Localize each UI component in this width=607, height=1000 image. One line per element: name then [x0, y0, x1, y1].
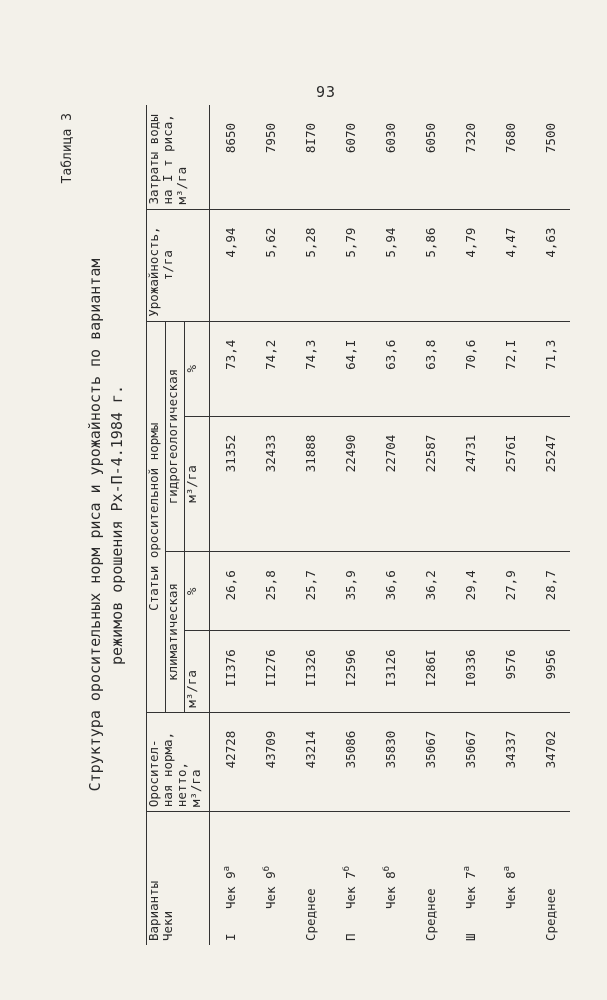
- cell-yield: 5,28: [290, 209, 330, 321]
- cell-climatic-pct: 36,6: [370, 552, 410, 631]
- cell-hydro-m3: 31352: [210, 416, 251, 552]
- cell-norm: 35086: [330, 712, 370, 811]
- cell-yield: 5,62: [250, 209, 290, 321]
- cell-water-cost: 7950: [262, 123, 278, 154]
- cell-norm: 34337: [490, 712, 530, 811]
- cell-climatic-m3: II376: [210, 631, 251, 712]
- cell-hydro-m3: 31888: [290, 416, 330, 552]
- check-superscript: б: [382, 865, 393, 872]
- table-row: [290, 105, 330, 945]
- cell-climatic-m3: 9956: [530, 631, 570, 712]
- check-superscript: а: [462, 865, 473, 872]
- variant-group: Ш: [462, 933, 478, 941]
- table-row: [530, 105, 570, 945]
- cell-water-cost: 6070: [342, 123, 358, 154]
- header-hydro-pct: %: [185, 321, 210, 416]
- cell-yield: 5,79: [330, 209, 370, 321]
- check-name: Чек 7: [462, 871, 478, 909]
- table-title: Структура оросительных норм риса и урожайность по вариантам: [86, 258, 104, 792]
- cell-variant: [250, 812, 290, 945]
- cell-climatic-pct: 35,9: [330, 552, 370, 631]
- cell-water-cost: 7320: [462, 123, 478, 154]
- cell-hydro-m3: 25247: [530, 416, 570, 552]
- table-row: [210, 105, 251, 945]
- cell-hydro-pct: 63,8: [410, 321, 450, 416]
- cell-yield: 4,79: [450, 209, 490, 321]
- cell-yield: 5,86: [410, 209, 450, 321]
- table-row: [410, 105, 450, 945]
- cell-yield: 4,63: [530, 209, 570, 321]
- header-yield: Урожайность, т/га: [147, 209, 210, 321]
- cell-yield: 5,94: [370, 209, 410, 321]
- table-row: [490, 105, 530, 945]
- cell-norm: 34702: [530, 712, 570, 811]
- header-climatic: климатическая: [166, 552, 185, 712]
- cell-hydro-m3: 22587: [410, 416, 450, 552]
- cell-hydro-m3: 22704: [370, 416, 410, 552]
- cell-water-cost: 7500: [542, 123, 558, 154]
- check-name: Чек 8: [502, 871, 518, 909]
- cell-climatic-pct: 25,8: [250, 552, 290, 631]
- cell-norm: 42728: [210, 712, 251, 811]
- cell-variant: [210, 812, 251, 945]
- header-hydrogeological: гидрогеологическая: [166, 321, 185, 552]
- cell-norm: 35067: [410, 712, 450, 811]
- cell-hydro-m3: 22490: [330, 416, 370, 552]
- cell-norm: 35830: [370, 712, 410, 811]
- cell-climatic-pct: 25,7: [290, 552, 330, 631]
- table-row: [370, 105, 410, 945]
- header-climatic-m3: м³/га: [185, 631, 210, 712]
- cell-variant: [290, 812, 330, 945]
- cell-variant: [490, 812, 530, 945]
- table-subtitle: режимов орошения Рх-П-4.1984 г.: [108, 385, 126, 665]
- cell-hydro-m3: 2576I: [490, 416, 530, 552]
- data-table: [146, 105, 570, 945]
- header-water-cost: Затраты воды на I т риса, м³/га: [147, 105, 210, 209]
- page-number: 93: [316, 83, 337, 101]
- cell-water-cost: 6050: [422, 123, 438, 154]
- table-header: [147, 105, 210, 945]
- cell-hydro-pct: 70,6: [450, 321, 490, 416]
- cell-norm: 43214: [290, 712, 330, 811]
- cell-variant: [530, 812, 570, 945]
- cell-hydro-pct: 72,I: [490, 321, 530, 416]
- cell-climatic-m3: 9576: [490, 631, 530, 712]
- cell-hydro-m3: 32433: [250, 416, 290, 552]
- table-label: Таблица 3: [60, 113, 75, 184]
- cell-climatic-pct: 36,2: [410, 552, 450, 631]
- cell-climatic-m3: I286I: [410, 631, 450, 712]
- check-name: Чек 8: [382, 871, 398, 909]
- cell-hydro-pct: 74,2: [250, 321, 290, 416]
- cell-climatic-m3: I3126: [370, 631, 410, 712]
- table-row: [330, 105, 370, 945]
- cell-hydro-pct: 73,4: [210, 321, 251, 416]
- check-name: Чек 7: [342, 871, 358, 909]
- cell-variant: [330, 812, 370, 945]
- check-name: Чек 9: [222, 871, 238, 909]
- check-superscript: б: [342, 865, 353, 872]
- cell-norm: 43709: [250, 712, 290, 811]
- cell-water-cost: 8650: [222, 123, 238, 154]
- cell-variant: [450, 812, 490, 945]
- cell-yield: 4,94: [210, 209, 251, 321]
- check-name: Среднее: [542, 888, 558, 941]
- variant-group: I: [222, 933, 238, 941]
- cell-water-cost: 6030: [382, 123, 398, 154]
- header-climatic-pct: %: [185, 552, 210, 631]
- cell-water-cost: 8I70: [302, 123, 318, 154]
- rotated-table-block: [48, 85, 558, 965]
- check-superscript: а: [222, 865, 233, 872]
- check-name: Чек 9: [262, 871, 278, 909]
- table-row: [250, 105, 290, 945]
- cell-hydro-pct: 71,3: [530, 321, 570, 416]
- header-norm: Оросител- ная норма, нетто, м³/га: [147, 712, 210, 811]
- cell-climatic-pct: 27,9: [490, 552, 530, 631]
- check-superscript: б: [262, 865, 273, 872]
- table-body: [210, 105, 571, 945]
- cell-hydro-pct: 63,6: [370, 321, 410, 416]
- cell-norm: 35067: [450, 712, 490, 811]
- cell-variant: [370, 812, 410, 945]
- cell-climatic-pct: 28,7: [530, 552, 570, 631]
- cell-hydro-pct: 64,I: [330, 321, 370, 416]
- cell-climatic-m3: I0336: [450, 631, 490, 712]
- check-name: Среднее: [422, 888, 438, 941]
- cell-yield: 4,47: [490, 209, 530, 321]
- cell-variant: [410, 812, 450, 945]
- header-articles: Статьи оросительной нормы: [147, 321, 166, 712]
- cell-water-cost: 7680: [502, 123, 518, 154]
- cell-climatic-m3: I2596: [330, 631, 370, 712]
- variant-group: П: [342, 933, 358, 941]
- cell-hydro-pct: 74,3: [290, 321, 330, 416]
- cell-climatic-m3: II326: [290, 631, 330, 712]
- header-hydro-m3: м³/га: [185, 416, 210, 552]
- cell-climatic-m3: II276: [250, 631, 290, 712]
- table-row: [450, 105, 490, 945]
- cell-climatic-pct: 26,6: [210, 552, 251, 631]
- header-variants: Варианты Чеки: [147, 812, 210, 945]
- cell-climatic-pct: 29,4: [450, 552, 490, 631]
- check-superscript: а: [502, 865, 513, 872]
- check-name: Среднее: [302, 888, 318, 941]
- cell-hydro-m3: 24731: [450, 416, 490, 552]
